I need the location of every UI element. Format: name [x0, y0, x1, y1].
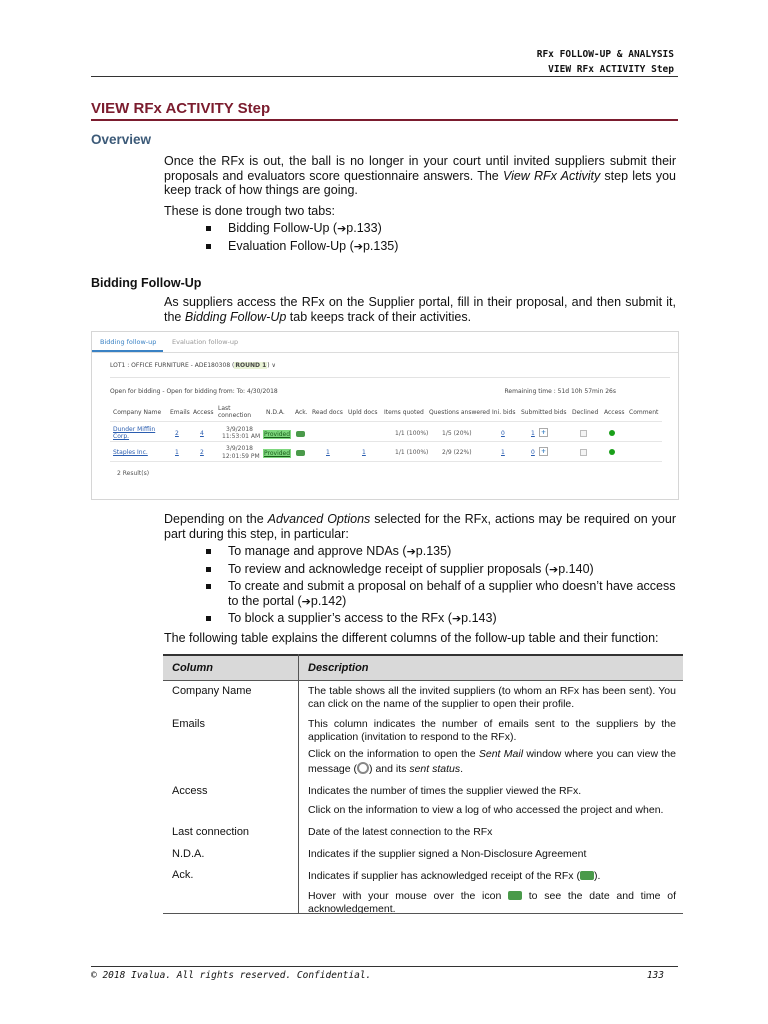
column-header: Questions answered: [429, 409, 490, 416]
company-link[interactable]: Dunder Mifflin Corp.: [113, 426, 156, 440]
arrow-icon: ➔: [406, 545, 416, 558]
results-count: 2 Result(s): [117, 470, 150, 477]
items-quoted: 1/1 (100%): [395, 430, 429, 437]
row-description: Date of the latest connection to the RFx: [308, 826, 493, 838]
add-bid-button[interactable]: +: [540, 429, 547, 436]
list-item: Evaluation Follow-Up (➔p.135): [204, 239, 679, 255]
overview-heading: Overview: [91, 132, 152, 147]
declined-checkbox[interactable]: [580, 430, 587, 439]
row-label: Last connection: [172, 826, 250, 838]
ack-check-icon: [580, 871, 594, 880]
read-docs-link[interactable]: 1: [326, 449, 330, 456]
header-rule: [91, 76, 678, 77]
upld-docs-link[interactable]: 1: [362, 449, 366, 456]
arrow-icon: ➔: [451, 612, 462, 625]
actions-list: [204, 544, 679, 629]
row-label: Access: [172, 785, 208, 797]
submitted-bids-link[interactable]: 0: [531, 449, 535, 456]
arrow-icon: ➔: [549, 562, 559, 576]
bidding-heading: Bidding Follow-Up: [91, 276, 202, 290]
row-label: N.D.A.: [172, 848, 205, 860]
running-header: [537, 47, 674, 77]
footer-rule: [91, 966, 678, 967]
row-description: The table shows all the invited suppliers (to whom an RFx has been sent). You can click on the name of the supplier to open their profile.: [308, 685, 676, 710]
header-section: VIEW RFx ACTIVITY Step: [548, 64, 674, 75]
bidding-followup-screenshot: [91, 331, 679, 500]
column-header: Access: [193, 409, 214, 416]
copyright: © 2018 Ivalua. All rights reserved. Confidential.: [91, 970, 372, 981]
row-label: Emails: [172, 718, 206, 730]
access-status-icon[interactable]: [609, 449, 615, 457]
table-bottom-rule: [163, 913, 683, 914]
ack-icon: [296, 450, 305, 458]
company-link[interactable]: Staples Inc.: [113, 449, 148, 456]
arrow-icon: ➔: [337, 222, 347, 235]
questions-answered: 2/9 (22%): [442, 449, 472, 456]
row-description: Hover with your mouse over the icon to see the date and time of acknowledgement.: [308, 890, 676, 915]
list-item: To create and submit a proposal on behalf of a supplier who doesn’t have access to the portal (➔p.142): [204, 579, 679, 609]
ack-check-icon: [508, 891, 522, 900]
column-header: Submitted bids: [521, 409, 567, 416]
columns-description-table: [163, 654, 683, 914]
row-description: Click on the information to view a log of who accessed the project and when.: [308, 804, 664, 816]
active-tab-indicator: [92, 350, 163, 352]
tabs-intro: These is done trough two tabs:: [164, 204, 335, 218]
title-rule: [91, 119, 678, 121]
list-item: To review and acknowledge receipt of supplier proposals (➔p.140): [204, 562, 679, 578]
column-header: Upld docs: [348, 409, 378, 416]
submitted-bids-link[interactable]: 1: [531, 430, 535, 437]
column-divider: [298, 654, 299, 914]
last-connection-date: 3/9/2018: [226, 445, 253, 452]
column-header: Company Name: [113, 409, 162, 416]
access-link[interactable]: 2: [200, 449, 204, 456]
table-intro: The following table explains the different columns of the follow-up table and their function:: [164, 631, 659, 645]
column-header: Items quoted: [384, 409, 424, 416]
emails-link[interactable]: 2: [175, 430, 179, 437]
access-status-icon[interactable]: [609, 430, 615, 438]
row-description: Indicates if supplier has acknowledged receipt of the RFx ( ).: [308, 870, 601, 882]
followup-table: [110, 401, 662, 461]
header-chapter: RFx FOLLOW-UP & ANALYSIS: [536, 49, 674, 60]
row-divider: [110, 421, 662, 422]
column-header: Comment: [629, 409, 659, 416]
initial-bids-link[interactable]: 0: [501, 430, 505, 437]
row-divider: [110, 441, 662, 442]
page-number: 133: [646, 970, 664, 981]
column-header: N.D.A.: [266, 409, 285, 416]
round-badge: ROUND 1: [235, 362, 267, 369]
list-item: Bidding Follow-Up (➔p.133): [204, 221, 679, 237]
row-label: Ack.: [172, 869, 194, 881]
column-header: Column: [172, 662, 213, 674]
lot-selector[interactable]: LOT1 : OFFICE FURNITURE - ADE180308 (ROUND 1) ∨: [110, 362, 276, 369]
emails-link[interactable]: 1: [175, 449, 179, 456]
initial-bids-link[interactable]: 1: [501, 449, 505, 456]
column-header: Emails: [170, 409, 190, 416]
advanced-paragraph: Depending on the Advanced Options selected for the RFx, actions may be required on your part during this step, in particular:: [164, 512, 677, 541]
arrow-icon: ➔: [301, 594, 311, 608]
list-item: To block a supplier’s access to the RFx (➔p.143): [204, 611, 679, 627]
last-connection-time: 12:01:59 PM: [222, 453, 260, 460]
column-header: Ini. bids: [492, 409, 516, 416]
magnifier-icon: [357, 762, 369, 774]
column-header: Last connection: [218, 405, 252, 419]
remaining-time: Remaining time : 51d 10h 57min 26s: [504, 388, 616, 395]
row-divider: [110, 461, 662, 462]
last-connection-time: 11:53:01 AM: [222, 433, 261, 440]
arrow-icon: ➔: [353, 239, 363, 253]
row-description: Indicates the number of times the supplier viewed the RFx.: [308, 785, 582, 797]
access-link[interactable]: 4: [200, 430, 204, 437]
declined-checkbox[interactable]: [580, 449, 587, 458]
tab-bar: [92, 332, 678, 353]
last-connection-date: 3/9/2018: [226, 426, 253, 433]
page-title: VIEW RFx ACTIVITY Step: [91, 100, 271, 117]
column-header: Description: [308, 662, 369, 674]
row-description: This column indicates the number of emails sent to the suppliers by the application (invitation to respond to the RFx).: [308, 718, 676, 743]
table-header: [163, 654, 683, 681]
lot-divider: [110, 377, 670, 378]
questions-answered: 1/5 (20%): [442, 430, 472, 437]
column-header: Ack.: [295, 409, 308, 416]
tab-evaluation-followup[interactable]: Evaluation follow-up: [172, 338, 239, 346]
column-header: Access: [604, 409, 625, 416]
bidding-paragraph: As suppliers access the RFx on the Supplier portal, fill in their proposal, and then submit it, the Bidding Follow-Up tab keeps track of their activities.: [164, 295, 676, 324]
nda-provided-link[interactable]: Provided: [264, 450, 291, 457]
ack-icon: [296, 431, 305, 439]
list-item: To manage and approve NDAs (➔p.135): [204, 544, 679, 560]
column-header: Declined: [572, 409, 599, 416]
column-header: Read docs: [312, 409, 343, 416]
overview-paragraph: Once the RFx is out, the ball is no longer in your court until invited suppliers submit their proposals and evaluators score questionnaire answers. The View RFx Activity step lets you keep track of how things are going.: [164, 154, 676, 197]
tab-bidding-followup[interactable]: Bidding follow-up: [100, 338, 157, 346]
nda-provided-link[interactable]: Provided: [264, 431, 291, 438]
items-quoted: 1/1 (100%): [395, 449, 429, 456]
row-description: Indicates if the supplier signed a Non-Disclosure Agreement: [308, 848, 587, 860]
tabs-list: [204, 221, 679, 256]
row-description: Click on the information to open the Sent Mail window where you can view the message ( ) and its sent status.: [308, 748, 676, 775]
row-label: Company Name: [172, 685, 252, 697]
bidding-status: Open for bidding - Open for bidding from: To: 4/30/2018: [110, 388, 278, 395]
add-bid-button[interactable]: +: [540, 448, 547, 455]
